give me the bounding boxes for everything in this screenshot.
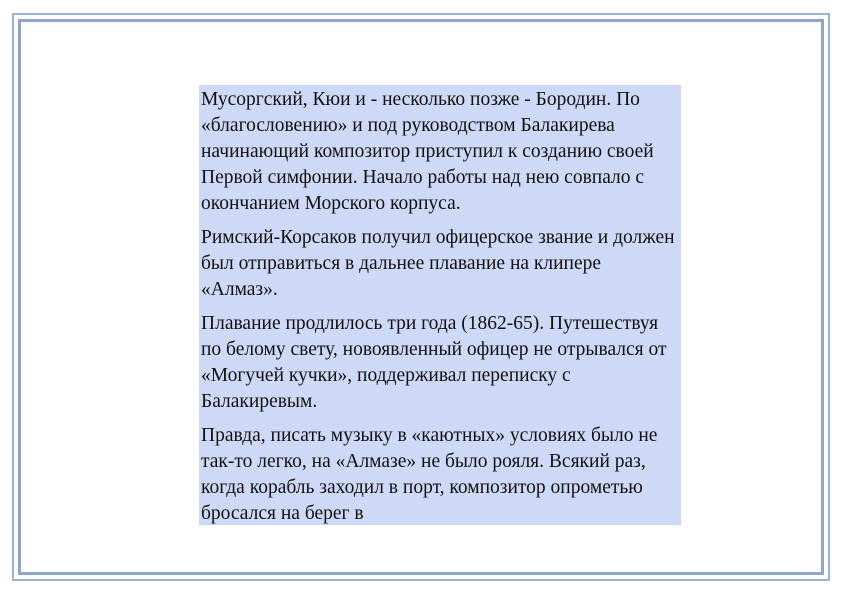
slide-text-block [199, 85, 681, 525]
text-paragraph-4: Правда, писать музыку в «каютных» условиях было не так-то легко, на «Алмазе» не было рояля. Всякий раз, когда корабль заходил в порт, композитор опрометью бросался на берег в [201, 425, 658, 524]
text-paragraph-1: Мусоргский, Кюи и - несколько позже - Бородин. По «благословению» и под руководством Балакирева начинающий композитор приступил к созданию своей Первой симфонии. Начало работы над нею совпало с окончанием Морского корпуса. [201, 89, 654, 214]
text-paragraph-2: Римский-Корсаков получил офицерское звание и должен был отправиться в дальнее плавание на клипере «Алмаз». [201, 227, 675, 300]
text-paragraph-3: Плавание продлилось три года (1862-65). Путешествуя по белому свету, новоявленный офицер не отрывался от «Могучей кучки», поддерживал переписку с Балакиревым. [201, 313, 667, 412]
